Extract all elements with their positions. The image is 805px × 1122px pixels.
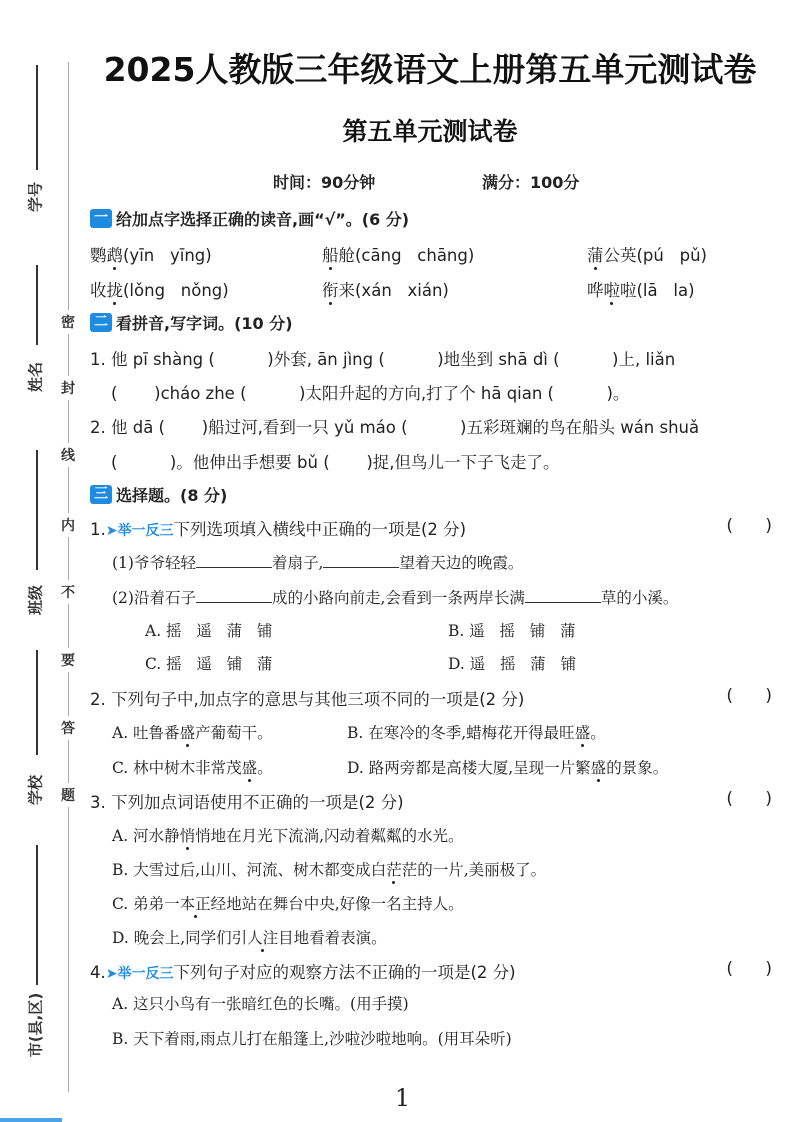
dotted-char: 拢 xyxy=(106,281,123,300)
text: B. 在寒冷的冬季,蜡梅花开得最旺 xyxy=(347,724,575,742)
city-label: 市(县,区) xyxy=(26,992,45,1058)
question-2 xyxy=(90,686,790,710)
text: C. 林中树木非常茂 xyxy=(112,759,242,777)
text: 的一片,美丽极了。 xyxy=(417,861,547,879)
text: 鹦 xyxy=(90,246,107,265)
dotted-char: 盛 xyxy=(574,724,591,742)
page-subtitle: 第五单元测试卷 xyxy=(342,117,518,146)
text: B. 大雪过后,山川、河流、树木都变成 xyxy=(112,861,371,879)
question-4 xyxy=(90,959,790,983)
answer-box[interactable]: ( ) xyxy=(726,959,772,979)
seal-char: 封 xyxy=(61,376,75,400)
text: 地看着表演。 xyxy=(293,929,387,947)
dotted-word: 静悄悄 xyxy=(164,827,211,845)
question-line: 1. 他 pī shàng ( )外套, ān jìng ( )地坐到 shā dì ( )上, liǎn xyxy=(90,350,676,369)
page-number: 1 xyxy=(394,1084,411,1112)
school-label: 学校 xyxy=(26,774,45,806)
text: 望着天边的晚霞。 xyxy=(399,554,524,572)
dotted-char: 盛 xyxy=(590,759,607,777)
seal-char: 题 xyxy=(61,783,75,807)
dotted-word: 一本正经 xyxy=(164,895,227,913)
text: C. 弟弟 xyxy=(112,895,165,913)
dotted-char: 蒲 xyxy=(587,246,604,265)
question-text: 下列句子对应的观察方法不正确的一项是(2 分) xyxy=(173,963,516,982)
question-line: ( )cháo zhe ( )太阳升起的方向,打了个 hā qian ( )。 xyxy=(90,384,630,403)
blank[interactable] xyxy=(525,588,601,603)
section-title: 选择题。(8 分) xyxy=(116,486,228,505)
blank[interactable] xyxy=(323,553,399,568)
name-label: 姓名 xyxy=(26,361,45,393)
pinyin-item xyxy=(90,242,212,266)
student-id-label: 学号 xyxy=(26,181,45,213)
section-2-heading xyxy=(90,311,293,334)
practice-tag: ➤举一反三 xyxy=(105,966,174,982)
text: D. 路两旁都是高楼大厦,呈现一片繁 xyxy=(347,759,591,777)
option-a[interactable] xyxy=(112,721,273,743)
text: 收 xyxy=(90,281,107,300)
dotted-char: 盛 xyxy=(179,724,196,742)
pinyin-item xyxy=(322,242,474,266)
full-score: 满分：100分 xyxy=(482,173,580,192)
text: (lǒng nǒng) xyxy=(123,281,229,300)
practice-tag: ➤举一反三 xyxy=(105,523,174,539)
binding-line xyxy=(36,265,38,345)
option-b[interactable]: B. 遥 摇 铺 蒲 xyxy=(448,622,576,640)
section-title: 看拼音,写字词。(10 分) xyxy=(116,314,293,333)
text: 草的小溪。 xyxy=(600,589,679,607)
bottom-bar xyxy=(0,1118,62,1122)
pinyin-item xyxy=(587,277,695,301)
dotted-char: 啦 xyxy=(603,281,620,300)
dotted-word: 引人注目 xyxy=(231,929,294,947)
page-title: 2025人教版三年级语文上册第五单元测试卷 xyxy=(103,50,757,89)
text: A. 吐鲁番 xyxy=(112,724,180,742)
text: 成的小路向前走,会看到一条两岸长满 xyxy=(271,589,525,607)
text: 地在月光下流淌,闪动着粼粼的水光。 xyxy=(210,827,464,845)
section-1-heading xyxy=(90,207,409,230)
seal-char: 密 xyxy=(61,310,75,334)
text: (yīn yīng) xyxy=(123,246,212,265)
binding-line xyxy=(36,450,38,570)
option-a[interactable] xyxy=(112,824,464,846)
section-number: 二 xyxy=(90,313,112,332)
seal-line xyxy=(68,62,69,1092)
option-b[interactable]: B. 天下着雨,雨点儿打在船篷上,沙啦沙啦地响。(用耳朵听) xyxy=(112,1030,512,1048)
option-d[interactable]: D. 遥 摇 蒲 铺 xyxy=(448,655,577,673)
binding-line xyxy=(36,650,38,755)
section-number: 三 xyxy=(90,485,112,504)
question-text: 3. 下列加点词语使用不正确的一项是(2 分) xyxy=(90,793,404,812)
pinyin-item xyxy=(90,277,229,301)
question-1 xyxy=(90,516,790,540)
text: 产葡萄干。 xyxy=(195,724,273,742)
text: D. 晚会上,同学们 xyxy=(112,929,232,947)
question-number: 4. xyxy=(90,963,106,982)
seal-char: 不 xyxy=(61,580,75,604)
question-text: 2. 下列句子中,加点字的意思与其他三项不同的一项是(2 分) xyxy=(90,690,525,709)
question-3 xyxy=(90,789,790,813)
text: (1)爷爷轻轻 xyxy=(112,554,196,572)
text: 公英(pú pǔ) xyxy=(603,246,707,265)
option-c[interactable]: C. 摇 遥 铺 蒲 xyxy=(145,655,273,673)
text: A. 河水 xyxy=(112,827,165,845)
class-label: 班级 xyxy=(26,584,45,616)
option-d[interactable] xyxy=(347,756,668,778)
text: 。 xyxy=(590,724,606,742)
dotted-char: 船 xyxy=(322,246,339,265)
text: (2)沿着石子 xyxy=(112,589,196,607)
question-number: 1. xyxy=(90,520,106,539)
answer-box[interactable]: ( ) xyxy=(726,789,772,809)
text: 啦(lā la) xyxy=(620,281,695,300)
blank[interactable] xyxy=(196,553,272,568)
option-d[interactable] xyxy=(112,926,387,948)
answer-box[interactable]: ( ) xyxy=(726,686,772,706)
answer-box[interactable]: ( ) xyxy=(726,516,772,536)
seal-char: 线 xyxy=(61,443,75,467)
seal-char: 内 xyxy=(61,513,75,537)
text: 哗 xyxy=(587,281,604,300)
sentence-2 xyxy=(112,586,678,608)
option-a[interactable]: A. 这只小鸟有一张暗红色的长嘴。(用手摸) xyxy=(112,995,409,1013)
text: 来(xán xián) xyxy=(338,281,449,300)
text: 的景象。 xyxy=(606,759,669,777)
dotted-char: 盛 xyxy=(241,759,258,777)
binding-line xyxy=(36,845,38,985)
seal-char: 要 xyxy=(61,648,75,672)
option-c[interactable] xyxy=(112,892,464,914)
time-limit: 时间：90分钟 xyxy=(273,173,376,192)
section-3-heading xyxy=(90,483,227,506)
blank[interactable] xyxy=(196,588,272,603)
pinyin-item xyxy=(587,242,707,266)
question-line: ( )。他伸出手想要 bǔ ( )捉,但鸟儿一下子飞走了。 xyxy=(90,453,560,472)
question-line: 2. 他 dā ( )船过河,看到一只 yǔ máo ( )五彩斑斓的鸟在船头 wán shuǎ xyxy=(90,418,700,437)
option-c[interactable] xyxy=(112,756,273,778)
option-b[interactable] xyxy=(347,721,606,743)
pinyin-item xyxy=(322,277,449,301)
option-a[interactable]: A. 摇 遥 蒲 铺 xyxy=(145,622,273,640)
dotted-word: 白茫茫 xyxy=(370,861,418,879)
text: 着扇子, xyxy=(271,554,324,572)
text: 舱(cāng chāng) xyxy=(338,246,475,265)
text: 。 xyxy=(257,759,273,777)
section-number: 一 xyxy=(90,209,112,228)
section-title: 给加点字选择正确的读音,画“√”。(6 分) xyxy=(116,210,410,229)
text: 地站在舞台中央,好像一名主持人。 xyxy=(226,895,464,913)
sentence-1 xyxy=(112,551,523,573)
dotted-char: 鹉 xyxy=(106,246,123,265)
dotted-char: 衔 xyxy=(322,281,339,300)
question-text: 下列选项填入横线中正确的一项是(2 分) xyxy=(173,520,467,539)
seal-char: 答 xyxy=(61,716,75,740)
option-b[interactable] xyxy=(112,858,546,880)
